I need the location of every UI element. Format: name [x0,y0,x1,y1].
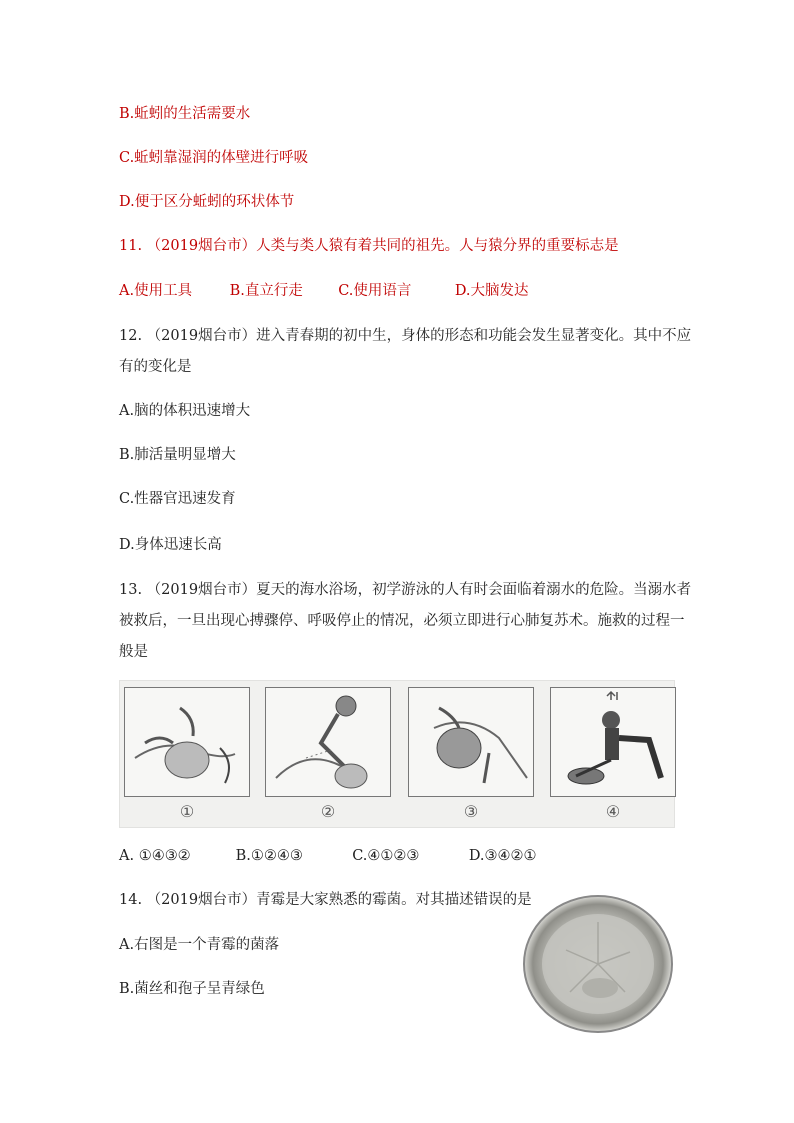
figure-label-1: ① [179,802,195,821]
q13-option-b: B.①②④③ [235,848,303,864]
q11-option-a: A.使用工具 [119,283,193,299]
q12-option-b: B.肺活量明显增大 [119,447,236,463]
q11-option-b: B.直立行走 [229,283,303,299]
cpr-open-airway-illustration [409,688,533,796]
question-13-line2: 被救后，一旦出现心搏骤停、呼吸停止的情况，必须立即进行心肺复苏术。施救的过程一 [119,613,685,629]
q14-option-a: A.右图是一个青霉的菌落 [119,937,280,953]
cpr-figure [119,680,675,828]
question-14: 14. （2019烟台市）青霉是大家熟悉的霉菌。对其描述错误的是 [119,892,532,908]
figure-label-4: ④ [605,802,621,821]
q12-option-d: D.身体迅速长高 [119,537,222,553]
question-13-line3: 般是 [119,644,148,660]
question-13-line1: 13. （2019烟台市）夏天的海水浴场，初学游泳的人有时会面临着溺水的危险。当溺水者 [119,582,692,598]
cpr-chest-compression-illustration [551,688,675,796]
q14-option-b: B.菌丝和孢子呈青绿色 [119,981,265,997]
q13-option-a: A. ①④③② [119,848,191,864]
q11-option-c: C.使用语言 [338,283,412,299]
question-11-options [119,281,529,301]
question-13-options [119,846,537,866]
cpr-check-response-illustration [125,688,249,796]
cpr-panel-2 [265,687,391,797]
q11-option-d: D.大脑发达 [454,283,529,299]
question-12-line1: 12. （2019烟台市）进入青春期的初中生，身体的形态和功能会发生显著变化。其中不应 [119,328,692,344]
cpr-rescue-breath-illustration [266,688,390,796]
q12-option-c: C.性器官迅速发育 [119,491,236,507]
option-c-earthworm-breathing: C.蚯蚓靠湿润的体壁进行呼吸 [119,150,309,166]
q13-option-c: C.④①②③ [352,848,420,864]
question-12-line2: 有的变化是 [119,359,192,375]
cpr-panel-4 [550,687,676,797]
cpr-panel-1 [124,687,250,797]
penicillium-colony-image [520,892,676,1036]
option-d-earthworm-segments: D.便于区分蚯蚓的环状体节 [119,194,295,210]
option-b-earthworm-water: B.蚯蚓的生活需要水 [119,106,251,122]
question-11: 11. （2019烟台市）人类与类人猿有着共同的祖先。人与猿分界的重要标志是 [119,238,619,254]
figure-label-3: ③ [463,802,479,821]
figure-label-2: ② [320,802,336,821]
cpr-panel-3 [408,687,534,797]
q12-option-a: A.脑的体积迅速增大 [119,403,251,419]
q13-option-d: D.③④②① [468,848,537,864]
